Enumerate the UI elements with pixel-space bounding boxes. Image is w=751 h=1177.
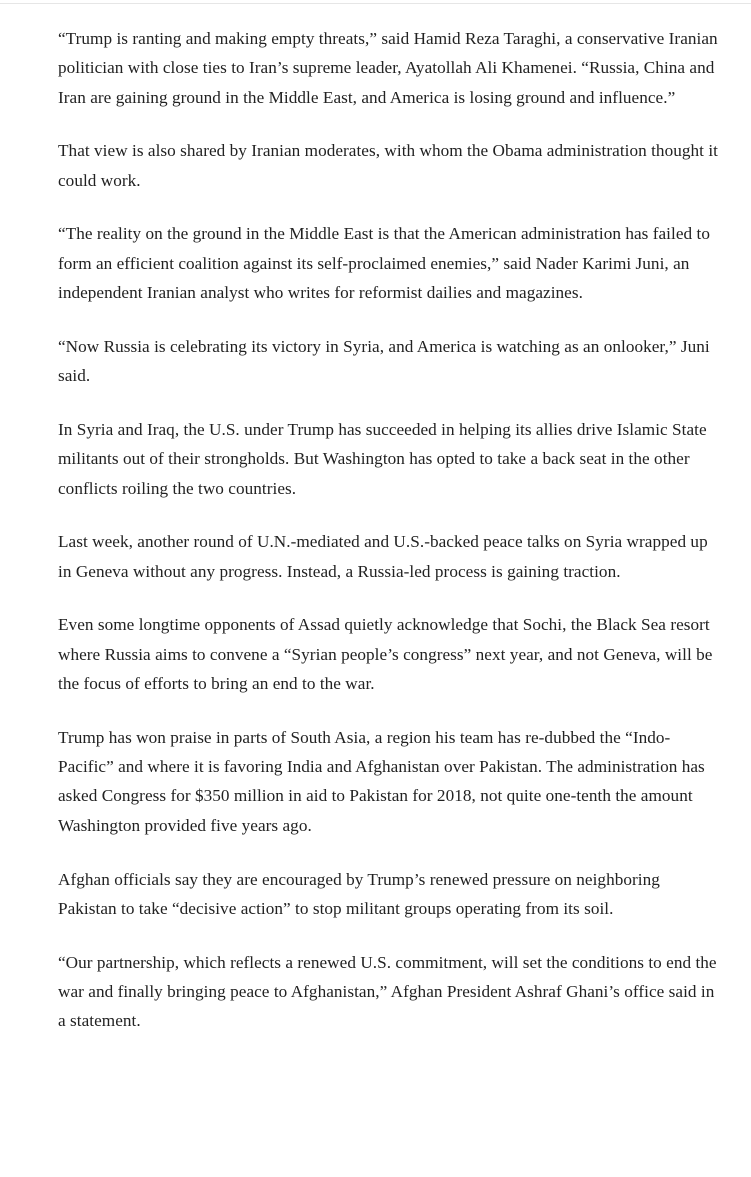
paragraph: In Syria and Iraq, the U.S. under Trump has succeeded in helping its allies drive Islamic State militants out of their strongholds. But Washington has opted to take a back seat in the other conflicts roiling the two countries. xyxy=(58,419,707,498)
paragraph: “The reality on the ground in the Middle East is that the American administration has failed to form an efficient coalition against its self-proclaimed enemies,” said Nader Karimi Juni, an independent Iranian analyst who writes for reformist dailies and magazines. xyxy=(58,224,710,303)
paragraph: Afghan officials say they are encouraged by Trump’s renewed pressure on neighboring Pakistan to take “decisive action” to stop militant groups operating from its soil. xyxy=(58,869,660,918)
paragraph: “Trump is ranting and making empty threats,” said Hamid Reza Taraghi, a conservative Iranian politician with close ties to Iran’s supreme leader, Ayatollah Ali Khamenei. “Russia, China and Iran are gaining ground in the Middle East, and America is losing ground and influence.” xyxy=(58,29,718,107)
paragraph: “Now Russia is celebrating its victory in Syria, and America is watching as an onlooker,” Juni said. xyxy=(58,336,710,386)
paragraph: Trump has won praise in parts of South Asia, a region his team has re-dubbed the “Indo-Pacific” and where it is favoring India and Afghanistan over Pakistan. The administration has asked Congress for $350 million in aid to Pakistan for 2018, not quite one-tenth the amount Washington provided five years ago. xyxy=(58,727,705,835)
top-divider xyxy=(0,3,751,4)
paragraph: Last week, another round of U.N.-mediated and U.S.-backed peace talks on Syria wrapped up in Geneva without any progress. Instead, a Russia-led process is gaining traction. xyxy=(58,532,708,581)
paragraph: That view is also shared by Iranian moderates, with whom the Obama administration thought it could work. xyxy=(58,141,718,190)
article-body xyxy=(58,24,718,1060)
paragraph: “Our partnership, which reflects a renewed U.S. commitment, will set the conditions to end the war and finally bringing peace to Afghanistan,” Afghan President Ashraf Ghani’s office said in a statement. xyxy=(58,952,717,1031)
paragraph: Even some longtime opponents of Assad quietly acknowledge that Sochi, the Black Sea resort where Russia aims to convene a “Syrian people’s congress” next year, and not Geneva, will be the focus of efforts to bring an end to the war. xyxy=(58,615,713,694)
